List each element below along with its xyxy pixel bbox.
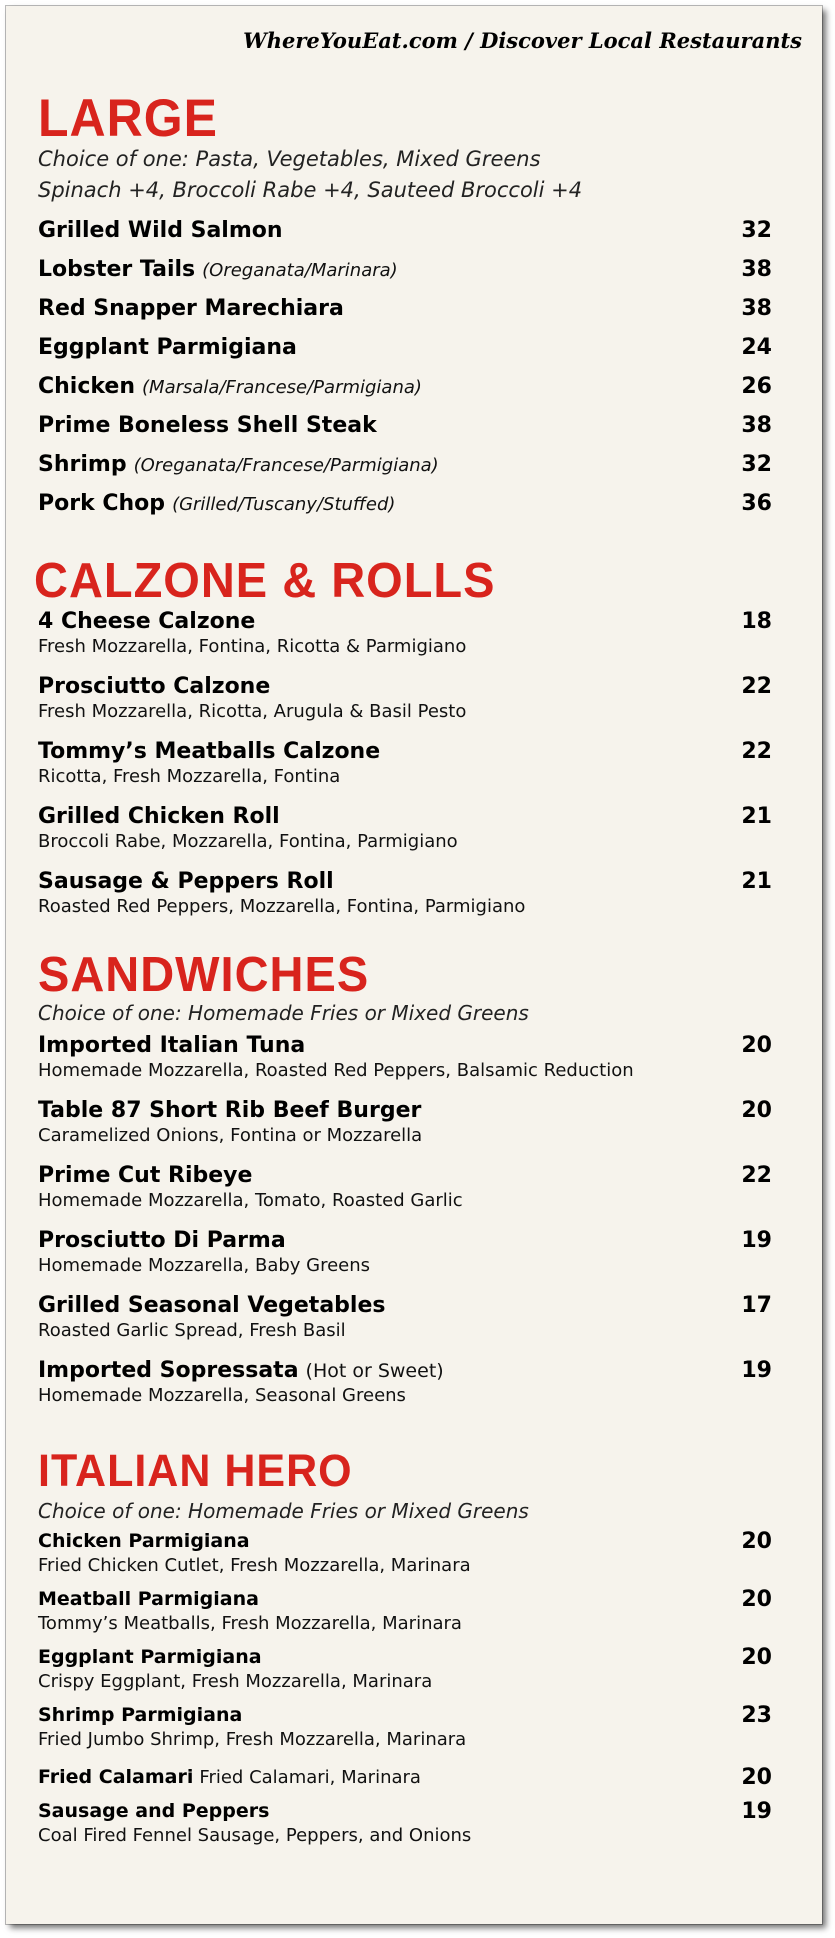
item-price: 22	[741, 674, 772, 699]
section-title-hero: ITALIAN HERO	[38, 1446, 353, 1497]
item-description: Homemade Mozzarella, Roasted Red Peppers, Balsamic Reduction	[38, 1060, 634, 1081]
item-price: 20	[741, 1645, 772, 1670]
item-description: Crispy Eggplant, Fresh Mozzarella, Marinara	[38, 1671, 433, 1692]
section-hero	[38, 1446, 772, 1856]
item-price: 26	[741, 374, 772, 399]
section-title-calzone: CALZONE & ROLLS	[34, 551, 496, 608]
item-name: Prosciutto Calzone	[38, 674, 271, 699]
item-price: 19	[741, 1799, 772, 1824]
item-options: (Oreganata/Marinara)	[202, 260, 398, 281]
menu-item	[38, 673, 772, 738]
item-description: Roasted Red Peppers, Mozzarella, Fontina, Parmigiano	[38, 896, 526, 917]
item-description: Roasted Garlic Spread, Fresh Basil	[38, 1320, 346, 1341]
large-note-choice: Choice of one: Pasta, Vegetables, Mixed Greens	[38, 147, 541, 171]
calzone-items	[38, 608, 772, 933]
menu-item	[38, 1798, 772, 1856]
item-name: Meatball Parmigiana	[38, 1588, 259, 1610]
item-description: Broccoli Rabe, Mozzarella, Fontina, Parmigiano	[38, 831, 458, 852]
menu-item	[38, 489, 772, 528]
site-header: WhereYouEat.com / Discover Local Restaurants	[243, 28, 802, 53]
menu-item	[38, 333, 772, 372]
hero-note: Choice of one: Homemade Fries or Mixed Greens	[38, 1499, 529, 1523]
item-description: Tommy’s Meatballs, Fresh Mozzarella, Marinara	[38, 1613, 462, 1634]
hero-items	[38, 1528, 772, 1856]
item-price: 17	[741, 1293, 772, 1318]
item-description: Homemade Mozzarella, Tomato, Roasted Garlic	[38, 1190, 463, 1211]
large-note-extras: Spinach +4, Broccoli Rabe +4, Sauteed Broccoli +4	[38, 178, 583, 202]
item-name: Prime Boneless Shell Steak	[38, 413, 377, 438]
menu-item	[38, 868, 772, 933]
item-name: Pork Chop	[38, 491, 166, 516]
section-title-large: LARGE	[38, 88, 218, 148]
item-description: Fresh Mozzarella, Ricotta, Arugula & Basil Pesto	[38, 701, 467, 722]
item-description: Fresh Mozzarella, Fontina, Ricotta & Parmigiano	[38, 636, 467, 657]
item-price: 22	[741, 739, 772, 764]
menu-item	[38, 1644, 772, 1702]
item-description: Fried Jumbo Shrimp, Fresh Mozzarella, Marinara	[38, 1729, 467, 1750]
item-options: (Oreganata/Francese/Parmigiana)	[133, 455, 439, 476]
item-name: Sausage & Peppers Roll	[38, 869, 334, 894]
item-price: 19	[741, 1228, 772, 1253]
item-name: Chicken	[38, 374, 136, 399]
menu-item	[38, 1162, 772, 1227]
item-name: Eggplant Parmigiana	[38, 335, 297, 360]
item-name: Prosciutto Di Parma	[38, 1228, 286, 1253]
menu-page	[6, 6, 822, 1924]
item-price: 32	[741, 218, 772, 243]
menu-item	[38, 1702, 772, 1764]
item-description: Coal Fired Fennel Sausage, Peppers, and Onions	[38, 1825, 472, 1846]
item-price: 20	[741, 1587, 772, 1612]
item-name: Red Snapper Marechiara	[38, 296, 344, 321]
item-price: 22	[741, 1163, 772, 1188]
item-description: Caramelized Onions, Fontina or Mozzarella	[38, 1125, 423, 1146]
menu-item	[38, 294, 772, 333]
item-description: Fried Calamari, Marinara	[199, 1767, 421, 1788]
item-name: Fried Calamari	[38, 1766, 194, 1788]
section-sandwiches	[38, 945, 772, 1422]
item-options: (Marsala/Francese/Parmigiana)	[142, 377, 422, 398]
item-name: 4 Cheese Calzone	[38, 609, 256, 634]
item-name: Imported Italian Tuna	[38, 1033, 306, 1058]
item-price: 21	[741, 869, 772, 894]
item-price: 32	[741, 452, 772, 477]
item-options: (Hot or Sweet)	[305, 1360, 444, 1382]
item-name: Shrimp	[38, 452, 127, 477]
menu-item	[38, 450, 772, 489]
item-name: Chicken Parmigiana	[38, 1530, 250, 1552]
item-description: Ricotta, Fresh Mozzarella, Fontina	[38, 766, 341, 787]
item-price: 21	[741, 804, 772, 829]
item-price: 38	[741, 413, 772, 438]
item-price: 38	[741, 296, 772, 321]
large-items	[38, 216, 772, 528]
menu-item	[38, 1097, 772, 1162]
item-name: Grilled Wild Salmon	[38, 218, 283, 243]
menu-item	[38, 738, 772, 803]
item-name: Grilled Chicken Roll	[38, 804, 280, 829]
item-description: Homemade Mozzarella, Baby Greens	[38, 1255, 371, 1276]
item-name: Sausage and Peppers	[38, 1800, 270, 1822]
item-price: 18	[741, 609, 772, 634]
item-price: 20	[741, 1033, 772, 1058]
menu-item	[38, 255, 772, 294]
menu-item	[38, 411, 772, 450]
item-name: Prime Cut Ribeye	[38, 1163, 253, 1188]
menu-item	[38, 372, 772, 411]
sandwiches-note: Choice of one: Homemade Fries or Mixed Greens	[38, 1001, 529, 1025]
item-description: Homemade Mozzarella, Seasonal Greens	[38, 1385, 406, 1406]
menu-item	[38, 216, 772, 255]
item-options: (Grilled/Tuscany/Stuffed)	[172, 494, 396, 515]
menu-item	[38, 1586, 772, 1644]
menu-item	[38, 1032, 772, 1097]
item-price: 36	[741, 491, 772, 516]
section-large	[38, 88, 772, 528]
menu-item	[38, 1764, 772, 1798]
item-description: Fried Chicken Cutlet, Fresh Mozzarella, Marinara	[38, 1555, 471, 1576]
item-name: Table 87 Short Rib Beef Burger	[38, 1098, 422, 1123]
menu-item	[38, 803, 772, 868]
item-price: 20	[741, 1098, 772, 1123]
item-price: 20	[741, 1529, 772, 1554]
item-price: 24	[741, 335, 772, 360]
item-name: Tommy’s Meatballs Calzone	[38, 739, 381, 764]
menu-item	[38, 1227, 772, 1292]
menu-item	[38, 1357, 772, 1422]
item-price: 20	[741, 1765, 772, 1790]
menu-item	[38, 608, 772, 673]
item-price: 23	[741, 1703, 772, 1728]
section-calzone	[34, 551, 772, 933]
item-name: Grilled Seasonal Vegetables	[38, 1293, 386, 1318]
section-title-sandwiches: SANDWICHES	[38, 945, 370, 1002]
item-price: 19	[741, 1358, 772, 1383]
item-name: Shrimp Parmigiana	[38, 1704, 243, 1726]
menu-item	[38, 1292, 772, 1357]
item-price: 38	[741, 257, 772, 282]
item-name: Eggplant Parmigiana	[38, 1646, 262, 1668]
item-name: Imported Sopressata	[38, 1358, 299, 1383]
item-name: Lobster Tails	[38, 257, 196, 282]
menu-item	[38, 1528, 772, 1586]
sandwich-items	[38, 1032, 772, 1422]
